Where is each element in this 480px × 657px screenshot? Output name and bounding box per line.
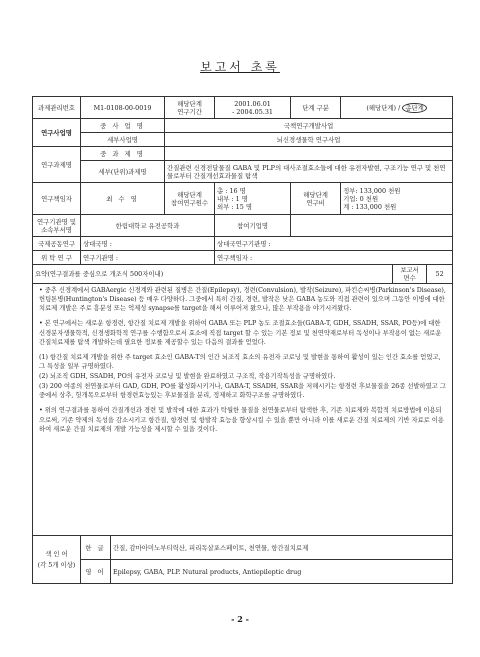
task-detail-value: 간질관련 신경전달물질 GABA 및 PLP의 대사조절효소들에 대한 유전자발현, 구조기능 연구 및 천연물로부터 간질개선효과물질 탐색: [165, 161, 453, 183]
task-major-row: [33, 147, 453, 161]
abstract-form: [32, 96, 453, 584]
report-title: 보고서 초록: [200, 60, 280, 74]
keywords-ko-value: 간질, 감마아미노부티릭산, 피리독살포스페이트, 천연물, 항간질치료제: [111, 536, 453, 560]
unit-money: 천원: [388, 186, 401, 195]
keywords-en-value: Epilepsy, GABA, PLP. Nutural products, Antiepileptic drug: [111, 560, 453, 584]
consign-row: [33, 251, 453, 265]
stage-current: (해당단계): [366, 103, 397, 112]
unit-money: 천원: [383, 202, 397, 211]
program-mid-value: 국책연구개발사업: [165, 119, 453, 133]
intl-country-label: 상대국명 :: [81, 237, 215, 251]
budget-label: 해당단계 연구비: [291, 183, 341, 215]
program-detail-label: 세부사업명: [81, 133, 165, 147]
project-info-row: [33, 97, 453, 119]
budget-sum: 133,000: [355, 202, 382, 211]
intl-row: [33, 237, 453, 251]
member-count-label: 해당단계 참여연구원수: [165, 183, 215, 215]
keywords-en-row: [33, 560, 453, 584]
project-no-label: 과제관리번호: [33, 97, 81, 119]
budget-sum-label: 계 :: [343, 202, 354, 211]
institution-row: [33, 215, 453, 237]
stage-value-cell: (해당단계) / 총단계: [341, 97, 453, 119]
consign-head-label: 연구책임자 :: [215, 251, 453, 265]
budget-cell: [341, 183, 453, 215]
program-mid-row: [33, 119, 453, 133]
unit-person: 명: [239, 186, 246, 195]
researcher-label: 연구책임자: [33, 183, 81, 215]
member-internal-label: 내부 :: [217, 194, 234, 203]
program-detail-row: [33, 133, 453, 147]
researcher-row: [33, 183, 453, 215]
program-label: 연구사업명: [33, 119, 81, 147]
unit-money: 천원: [365, 194, 379, 203]
consign-org-label: 연구기관명 :: [81, 251, 215, 265]
task-label: 연구과제명: [33, 147, 81, 183]
partner-label: 참여기업명: [215, 215, 291, 237]
researcher-name: 최 수 영: [81, 183, 165, 215]
summary-result-1: (1) 항간질 치료제 개발을 위한 주 target 효소인 GABA-T의 인간 뇌조직 효소의 유전자 코로닝 및 발현을 통하여 활성이 있는 인간 효소를 얻었고, 그 특성을 일부 규명하였다.: [39, 353, 441, 370]
budget-company-label: 기업:: [343, 194, 358, 203]
page-number: - 2 -: [231, 614, 249, 624]
intl-label: 국제공동연구: [33, 237, 81, 251]
summary-results-list: [39, 353, 446, 401]
summary-paragraph-2: • 본 연구에서는 새로운 항경련, 항간질 치료제 개발을 위하여 GABA 또는 PLP 농도 조절효소들(GABA-T, GDH, SSADH, SSAR, PO등)에 대한 신경분자생물학적, 신경생화학적 연구를 수행함으로서 효소에 직접 target 할 수 있는 기본 정보 및 천연약재로부터 독성이나 부작용이 없는 새로운 간질치료제를 탐색 개발하는데 필요한 정보를 제공할수 있는 다음의 결과를 얻었다.: [39, 320, 442, 346]
summary-body-row: [33, 284, 453, 536]
keywords-ko-label: 한 글: [81, 536, 111, 560]
stage-label: 단계 구분: [291, 97, 341, 119]
budget-gov: 133,000: [359, 186, 387, 195]
member-count-cell: [215, 183, 291, 215]
summary-paragraph-1: • 중추 신경계에서 GABAergic 신경계와 관련된 질병은 간질(Epilepsy), 경련(Convulsion), 발작(Seizure), 파킨슨씨병(Parkinson's Disease), 헌팅톤병(Huntington's Disease) 등 매우 다양하다. 그중에서 특히 간질, 경련, 발작은 낮은 GABA 농도와 직접 관련이 있으며 그동안 이병에 대한 치료제 개발은 주로 흥분성 또는 억제성 synapse를 target을 해서 이루어져 왔으나, 많은 부작용을 야기시켜왔다.: [39, 287, 446, 313]
institution-label: 연구기관명 및 소속부서명: [33, 215, 81, 237]
stage-total-circled: 총단계: [402, 103, 427, 113]
keywords-ko-row: [33, 536, 453, 560]
consign-label: 위 탁 연 구: [33, 251, 81, 265]
project-no-value: M1-0108-00-0019: [81, 97, 165, 119]
institution-value: 한림대학교 유전공학과: [81, 215, 215, 237]
unit-person: 명: [241, 194, 248, 203]
member-internal: 1: [235, 194, 240, 203]
program-mid-label: 중 사 업 명: [81, 119, 165, 133]
summary-result-3: (3) 200 여종의 천연물로부터 GAD, GDH, PO를 활성화시키거나, GABA-T, SSADH, SSAR을 저해시키는 항경련 후보물질을 26종 선발하였고 그중에서 상추, 헛개목으로부터 항경련효능있는 후보물질을 분리, 정제하고 화학구조를 규명하였다.: [39, 383, 446, 400]
unit-person: 명: [245, 202, 252, 211]
task-detail-row: [33, 161, 453, 183]
summary-label: 요약(연구결과를 중심으로 개조식 500자이내): [33, 265, 393, 284]
program-detail-value: 뇌신경생물학 연구사업: [165, 133, 453, 147]
summary-body: [33, 284, 453, 536]
intl-org-label: 상대국연구기관명 :: [215, 237, 453, 251]
keywords-label: 색 인 어 (각 5개 이상): [33, 536, 81, 584]
member-external-label: 외부 :: [217, 202, 234, 211]
budget-gov-label: 정부:: [343, 186, 358, 195]
member-total-label: 총 :: [217, 186, 228, 195]
member-total: 16: [229, 186, 238, 195]
period-label: 해당단계 연구기간: [165, 97, 215, 119]
summary-result-2: (2) 뇌조직 GDH, SSADH, PO의 유전자 코로닝 및 발현을 완료하였고 구조적, 작용기작특성을 규명하였다.: [39, 373, 336, 380]
partner-value: [291, 215, 453, 237]
period-value: 2001.06.01 - 2004.05.31: [215, 97, 291, 119]
budget-company: 0: [359, 194, 364, 203]
task-major-label: 중 과 제 명: [81, 147, 165, 161]
summary-pages-label: 보고서 면수: [393, 265, 427, 284]
summary-header-row: [33, 265, 453, 284]
task-detail-label: 세부(단위)과제명: [81, 161, 165, 183]
summary-paragraph-3: • 위의 연구결과를 통하여 간질개선과 경련 및 발작에 대한 효과가 탁월한 물질을 천연물로부터 탐색한 후, 기존 치료제와 복합적 치료방법에 이용되으로써, 기존 약제의 독성을 감소시키고 항간질, 항경련 및 항발작 효능을 향상시킬 수 있을 뿐만 아니라 이를 새로운 간질 치료제의 기반 자료로 이용하여 새로운 간질 치료제의 개발 가능성을 제시할 수 있을 것이다.: [39, 407, 444, 433]
keywords-en-label: 영 어: [81, 560, 111, 584]
task-major-value: [165, 147, 453, 161]
member-external: 15: [235, 202, 244, 211]
summary-pages-value: 52: [427, 265, 453, 284]
